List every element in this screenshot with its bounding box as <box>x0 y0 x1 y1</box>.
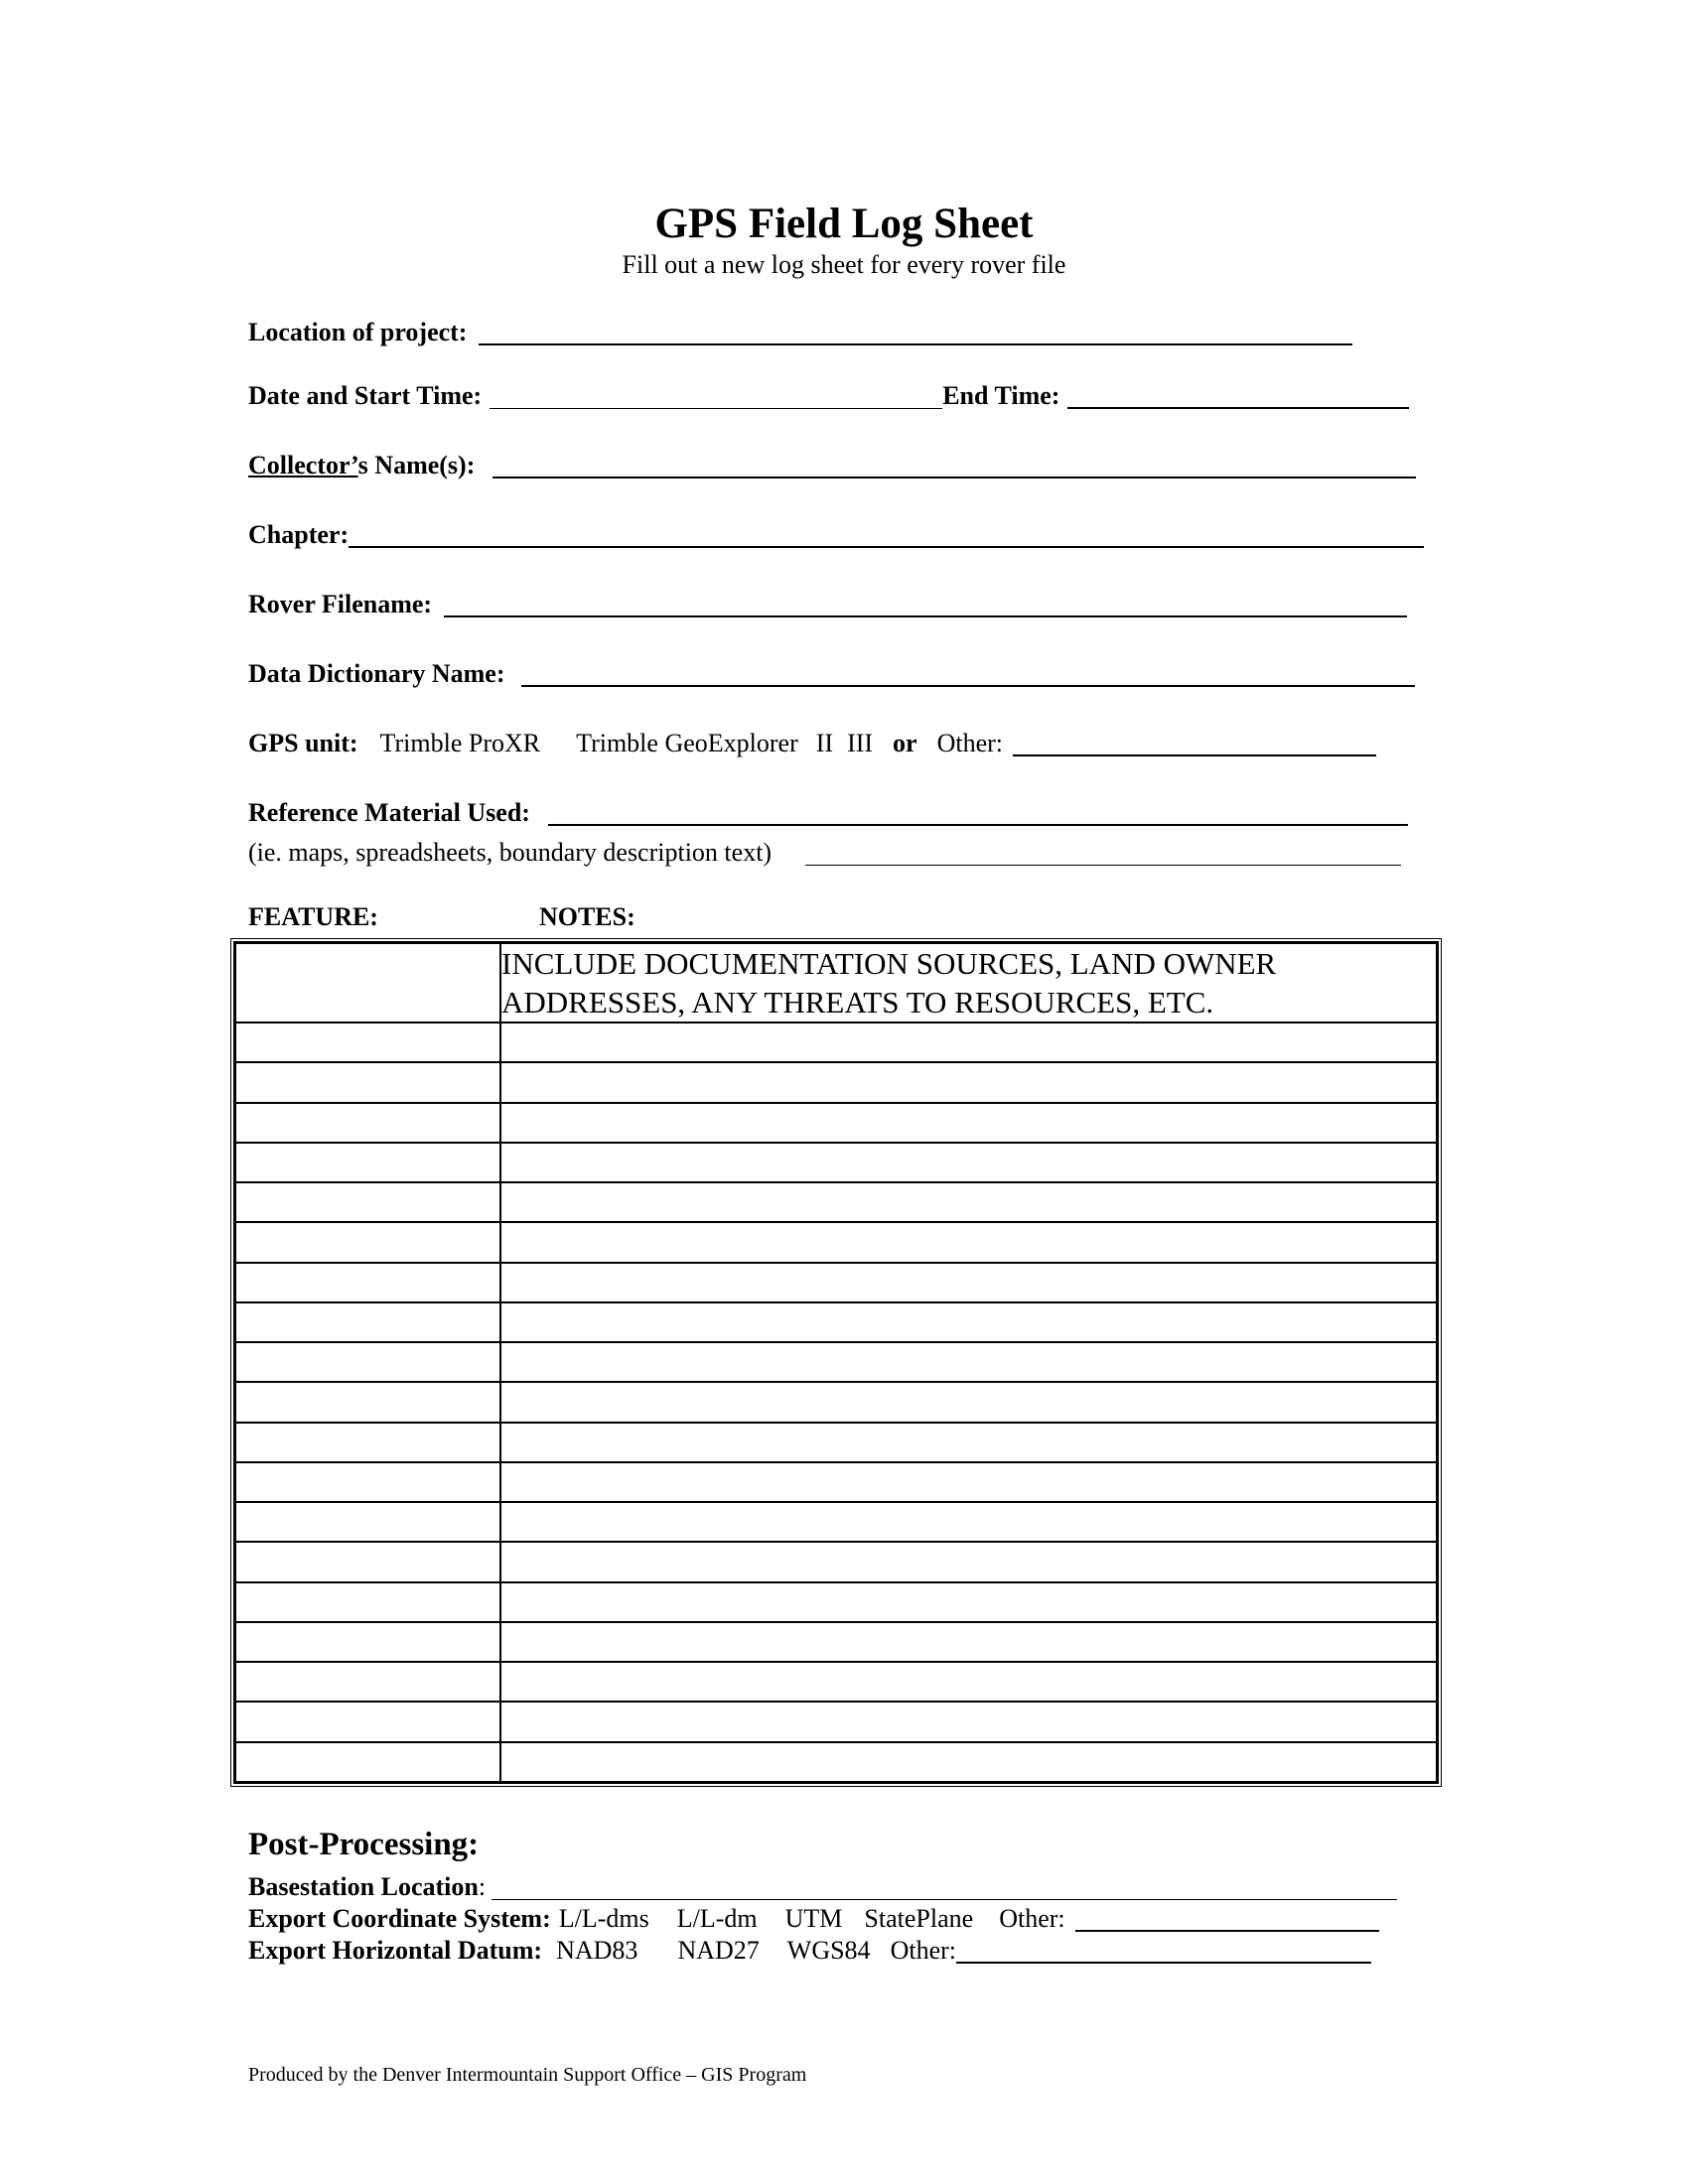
location-field[interactable] <box>479 343 1352 345</box>
notes-cell[interactable] <box>500 1342 1437 1382</box>
table-row <box>235 1462 1437 1502</box>
gps-unit-label: GPS unit: <box>248 729 358 757</box>
basestation-field[interactable] <box>492 1899 1397 1900</box>
datum-option-nad27[interactable]: NAD27 <box>677 1936 760 1965</box>
basestation-colon: : <box>478 1872 487 1901</box>
table-row <box>235 1062 1437 1102</box>
table-row <box>235 1182 1437 1222</box>
notes-header-cell <box>500 943 1437 1023</box>
chapter-colon: : <box>340 520 350 549</box>
coord-system-row <box>248 1902 1379 1934</box>
feature-cell[interactable] <box>235 1143 500 1182</box>
gps-option-iii[interactable]: III <box>847 729 874 757</box>
table-row <box>235 1103 1437 1143</box>
chapter-field[interactable] <box>349 546 1424 548</box>
table-row <box>235 1742 1437 1783</box>
page-title: GPS Field Log Sheet <box>654 201 1034 247</box>
notes-cell[interactable] <box>500 1382 1437 1422</box>
feature-cell[interactable] <box>235 1023 500 1062</box>
feature-cell[interactable] <box>235 1702 500 1741</box>
notes-cell[interactable] <box>500 1182 1437 1222</box>
coord-other-field[interactable] <box>1075 1930 1379 1932</box>
collector-field[interactable] <box>492 477 1416 478</box>
table-row <box>235 1023 1437 1062</box>
table-row <box>235 1662 1437 1702</box>
chapter-row <box>248 516 1424 552</box>
collector-label <box>248 449 475 482</box>
feature-notes-table <box>230 938 1442 1787</box>
chapter-label <box>248 518 349 552</box>
feature-cell[interactable] <box>235 1103 500 1143</box>
feature-cell[interactable] <box>235 1582 500 1622</box>
location-label: Location of project: <box>248 318 468 346</box>
datum-option-wgs84[interactable]: WGS84 <box>786 1936 871 1965</box>
coord-system-label: Export Coordinate System: <box>248 1904 551 1933</box>
notes-header-line1: INCLUDE DOCUMENTATION SOURCES, LAND OWNER <box>501 946 1277 981</box>
date-start-field[interactable] <box>490 408 942 409</box>
chapter-label-text: Chapter <box>248 520 341 549</box>
coord-option-stateplane[interactable]: StatePlane <box>864 1904 974 1933</box>
gps-other-label: Other: <box>936 729 1004 757</box>
feature-notes-grid <box>234 942 1438 1783</box>
notes-cell[interactable] <box>500 1423 1437 1462</box>
datum-label: Export Horizontal Datum: <box>248 1936 543 1965</box>
gps-or: or <box>893 729 917 757</box>
reference-hint-row <box>248 834 1401 870</box>
basestation-label <box>248 1872 486 1902</box>
collector-label-underlined: Collector’ <box>248 451 358 479</box>
feature-cell[interactable] <box>235 1263 500 1302</box>
notes-cell[interactable] <box>500 1702 1437 1741</box>
feature-cell[interactable] <box>235 1382 500 1422</box>
gps-option-geoexplorer[interactable]: Trimble GeoExplorer <box>576 729 798 757</box>
feature-cell[interactable] <box>235 1662 500 1702</box>
end-time-label: End Time: <box>942 381 1060 410</box>
basestation-row <box>248 1870 1397 1902</box>
table-labels-row <box>248 898 635 934</box>
table-row <box>235 1222 1437 1262</box>
footer-credit: Produced by the Denver Intermountain Support Office – GIS Program <box>248 2064 807 2086</box>
reference-row <box>248 794 1408 830</box>
table-row <box>235 1423 1437 1462</box>
notes-cell[interactable] <box>500 1263 1437 1302</box>
feature-cell[interactable] <box>235 1302 500 1342</box>
feature-cell[interactable] <box>235 1542 500 1581</box>
notes-cell[interactable] <box>500 1662 1437 1702</box>
notes-cell[interactable] <box>500 1062 1437 1102</box>
table-row <box>235 1502 1437 1542</box>
reference-field[interactable] <box>548 824 1408 826</box>
feature-cell[interactable] <box>235 1222 500 1262</box>
table-row <box>235 1622 1437 1662</box>
notes-header-line2: ADDRESSES, ANY THREATS TO RESOURCES, ETC. <box>501 985 1214 1020</box>
table-row <box>235 1542 1437 1581</box>
notes-cell[interactable] <box>500 1222 1437 1262</box>
dictionary-row <box>248 655 1415 691</box>
reference-label: Reference Material Used: <box>248 798 530 827</box>
feature-cell[interactable] <box>235 1182 500 1222</box>
basestation-label-text: Basestation Location <box>248 1872 479 1901</box>
table-row <box>235 1382 1437 1422</box>
notes-cell[interactable] <box>500 1143 1437 1182</box>
post-processing-title: Post-Processing: <box>248 1827 480 1862</box>
table-header-row <box>235 943 1437 1023</box>
datum-other-field[interactable] <box>956 1962 1371 1964</box>
rover-label: Rover Filename: <box>248 590 433 618</box>
table-row <box>235 1263 1437 1302</box>
page-subtitle: Fill out a new log sheet for every rover file <box>622 250 1066 279</box>
datum-other-label: Other: <box>890 1936 956 1965</box>
coord-option-utm[interactable]: UTM <box>784 1904 843 1933</box>
dictionary-label: Data Dictionary Name: <box>248 659 505 688</box>
datum-option-nad83[interactable]: NAD83 <box>556 1936 638 1965</box>
notes-cell[interactable] <box>500 1103 1437 1143</box>
feature-cell[interactable] <box>235 943 500 1023</box>
end-time-field[interactable] <box>1067 407 1409 409</box>
gps-option-proxr[interactable]: Trimble ProXR <box>379 729 541 757</box>
feature-label: FEATURE: <box>248 902 378 931</box>
rover-row <box>248 586 1407 621</box>
dictionary-field[interactable] <box>521 685 1415 687</box>
notes-cell[interactable] <box>500 1502 1437 1542</box>
datum-row <box>248 1934 1371 1966</box>
coord-option-ll-dm[interactable]: L/L-dm <box>676 1904 758 1933</box>
gps-other-field[interactable] <box>1013 754 1376 756</box>
coord-other-label: Other: <box>999 1904 1065 1933</box>
reference-field-2[interactable] <box>805 865 1401 866</box>
notes-cell[interactable] <box>500 1302 1437 1342</box>
feature-cell[interactable] <box>235 1342 500 1382</box>
feature-cell[interactable] <box>235 1462 500 1502</box>
notes-cell[interactable] <box>500 1622 1437 1662</box>
table-row <box>235 1143 1437 1182</box>
reference-hint: (ie. maps, spreadsheets, boundary description text) <box>248 838 773 867</box>
table-row <box>235 1702 1437 1741</box>
feature-cell[interactable] <box>235 1062 500 1102</box>
collector-row <box>248 447 1416 482</box>
notes-cell[interactable] <box>500 1582 1437 1622</box>
notes-cell[interactable] <box>500 1023 1437 1062</box>
feature-cell[interactable] <box>235 1423 500 1462</box>
feature-cell[interactable] <box>235 1502 500 1542</box>
date-start-label: Date and Start Time: <box>248 381 483 410</box>
feature-cell[interactable] <box>235 1742 500 1783</box>
table-row <box>235 1342 1437 1382</box>
notes-label: NOTES: <box>538 902 635 931</box>
notes-cell[interactable] <box>500 1542 1437 1581</box>
date-time-row <box>248 377 1409 413</box>
coord-option-ll-dms[interactable]: L/L-dms <box>558 1904 649 1933</box>
notes-cell[interactable] <box>500 1462 1437 1502</box>
collector-label-rest: s Name(s): <box>357 451 476 479</box>
table-row <box>235 1582 1437 1622</box>
feature-cell[interactable] <box>235 1622 500 1662</box>
gps-unit-row <box>248 725 1376 760</box>
rover-field[interactable] <box>444 615 1407 617</box>
table-row <box>235 1302 1437 1342</box>
location-row <box>248 314 1352 349</box>
notes-cell[interactable] <box>500 1742 1437 1783</box>
gps-option-ii[interactable]: II <box>815 729 834 757</box>
